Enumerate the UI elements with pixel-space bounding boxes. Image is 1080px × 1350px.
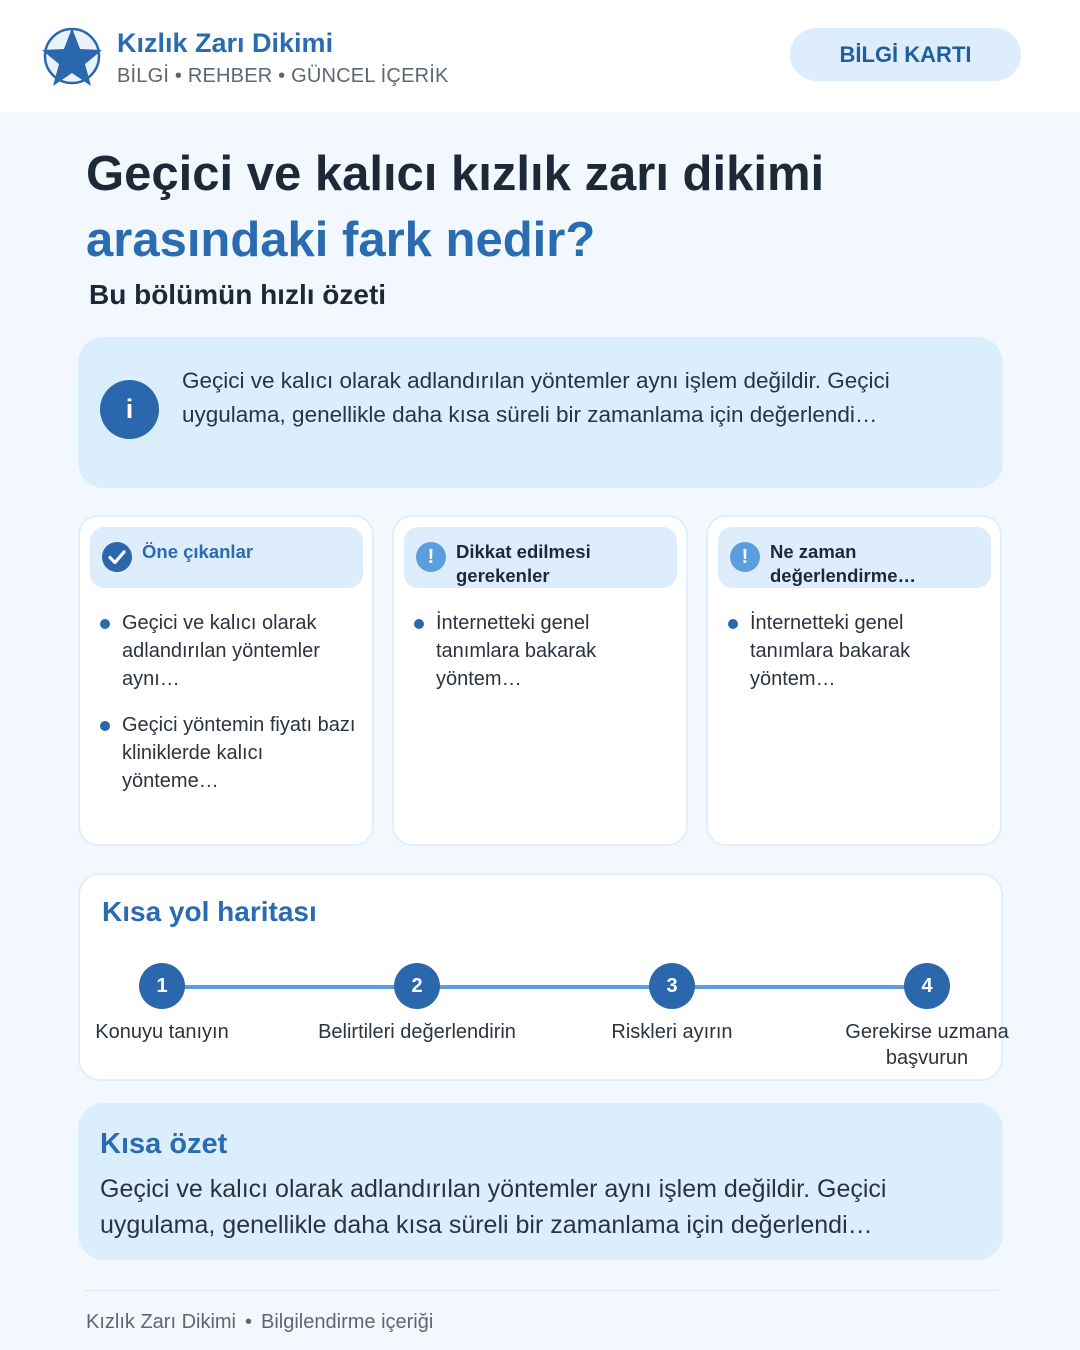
bullet-dot bbox=[728, 619, 738, 629]
list-item-text: İnternetteki genel tanımlara bakarak yöntem… bbox=[750, 612, 911, 690]
card-header bbox=[718, 527, 991, 588]
step-number: 2 bbox=[394, 963, 440, 1009]
info-box bbox=[78, 337, 1003, 488]
brand-title: Kızlık Zarı Dikimi bbox=[117, 28, 334, 58]
step-number: 4 bbox=[904, 963, 950, 1009]
step-label: Belirtileri değerlendirin bbox=[318, 1021, 516, 1043]
page-title-line2: arasındaki fark nedir? bbox=[86, 213, 596, 267]
roadmap-panel bbox=[78, 873, 1009, 1081]
list-item-text: Geçici yöntemin fiyatı bazı kliniklerde kalıcı yönteme… bbox=[122, 714, 356, 792]
list-item bbox=[728, 609, 988, 693]
footer-note: Bilgilendirme içeriği bbox=[261, 1311, 434, 1333]
card-when-to-evaluate bbox=[706, 515, 1002, 846]
footer bbox=[86, 1311, 433, 1334]
step-number: 1 bbox=[139, 963, 185, 1009]
bullet-dot bbox=[414, 619, 424, 629]
exclamation-circle-icon: ! bbox=[416, 542, 446, 572]
bullet-list bbox=[728, 609, 988, 711]
bullet-dot bbox=[100, 619, 110, 629]
card-header bbox=[404, 527, 677, 588]
star-badge-icon bbox=[42, 26, 102, 88]
summary-text: Geçici ve kalıcı olarak adlandırılan yöntemler aynı işlem değildir. Geçici uygulama, genellikle daha kısa süreli bir zamanlama için değerlendi… bbox=[100, 1175, 887, 1239]
list-item-text: Geçici ve kalıcı olarak adlandırılan yöntemler aynı… bbox=[122, 612, 320, 690]
list-item bbox=[100, 609, 360, 693]
card-highlights bbox=[78, 515, 374, 846]
info-text: Geçici ve kalıcı olarak adlandırılan yöntemler aynı işlem değildir. Geçici uygulama, genellikle daha kısa süreli bir zamanlama için değerlendi… bbox=[182, 368, 890, 427]
info-icon: i bbox=[100, 380, 159, 439]
bullet-list bbox=[100, 609, 360, 813]
list-item-text: İnternetteki genel tanımlara bakarak yöntem… bbox=[436, 612, 597, 690]
card-title: Ne zaman değerlendirme… bbox=[770, 541, 916, 586]
step-label: Riskleri ayırın bbox=[611, 1021, 733, 1043]
roadmap-line bbox=[162, 985, 927, 989]
list-item bbox=[414, 609, 674, 693]
footer-divider bbox=[84, 1290, 999, 1291]
header bbox=[0, 0, 1080, 112]
page-title-line1: Geçici ve kalıcı kızlık zarı dikimi bbox=[86, 147, 825, 201]
bullet-dot bbox=[100, 721, 110, 731]
section-subtitle: Bu bölümün hızlı özeti bbox=[89, 279, 387, 310]
step-label: Gerekirse uzmana başvurun bbox=[845, 1021, 1009, 1069]
info-card-badge: BİLGİ KARTI bbox=[790, 28, 1021, 81]
footer-separator: • bbox=[245, 1311, 253, 1333]
step-label: Konuyu tanıyın bbox=[95, 1021, 229, 1043]
card-cautions bbox=[392, 515, 688, 846]
card-title: Öne çıkanlar bbox=[142, 541, 254, 562]
roadmap-title: Kısa yol haritası bbox=[102, 896, 317, 927]
step-number: 3 bbox=[649, 963, 695, 1009]
card-header bbox=[90, 527, 363, 588]
summary-title: Kısa özet bbox=[100, 1128, 228, 1160]
bullet-list bbox=[414, 609, 674, 711]
card-title: Dikkat edilmesi gerekenler bbox=[456, 541, 591, 586]
brand-subtitle: BİLGİ • REHBER • GÜNCEL İÇERİK bbox=[117, 65, 449, 87]
summary-box bbox=[78, 1103, 1003, 1260]
exclamation-circle-icon: ! bbox=[730, 542, 760, 572]
list-item bbox=[100, 711, 360, 795]
footer-brand: Kızlık Zarı Dikimi bbox=[86, 1311, 236, 1333]
check-circle-icon bbox=[102, 542, 132, 572]
